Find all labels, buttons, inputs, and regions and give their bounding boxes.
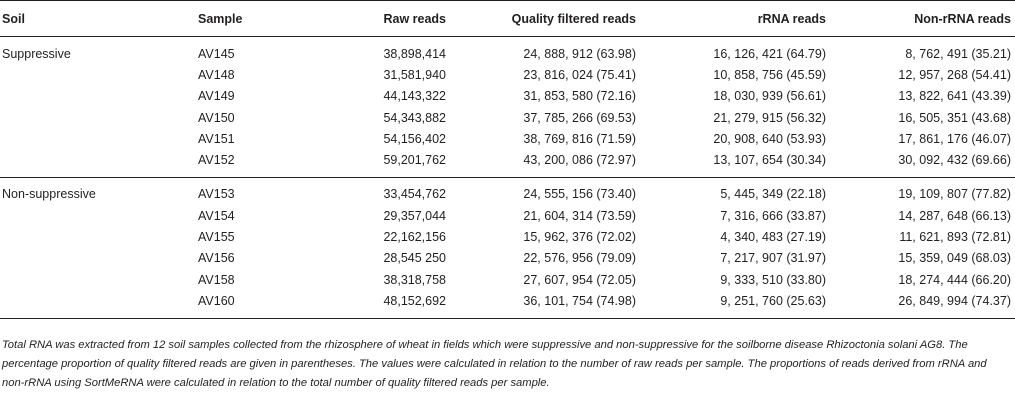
cell-soil bbox=[0, 205, 198, 226]
cell-raw-reads: 54,156,402 bbox=[383, 131, 446, 146]
header-quality-filtered-reads: Quality filtered reads bbox=[446, 1, 636, 37]
cell-rrna-reads: 16, 126, 421 (64.79) bbox=[713, 46, 826, 61]
cell-rrna-reads: 9, 333, 510 (33.80) bbox=[720, 272, 826, 287]
cell-sample: AV151 bbox=[198, 131, 235, 146]
cell-raw-reads: 31,581,940 bbox=[383, 67, 446, 82]
cell-soil bbox=[0, 269, 198, 290]
cell-sample: AV152 bbox=[198, 153, 235, 168]
cell-non-rrna-reads: 13, 822, 641 (43.39) bbox=[898, 89, 1011, 104]
cell-raw-reads: 38,318,758 bbox=[383, 272, 446, 287]
cell-raw-reads: 38,898,414 bbox=[383, 46, 446, 61]
header-row bbox=[0, 1, 1015, 37]
cell-raw-reads: 48,152,692 bbox=[308, 290, 446, 318]
cell-soil bbox=[0, 226, 198, 247]
cell-soil: Non-suppressive bbox=[0, 177, 198, 205]
table-row bbox=[0, 86, 1015, 107]
cell-raw-reads: 29,357,044 bbox=[383, 208, 446, 223]
table-row bbox=[0, 269, 1015, 290]
cell-sample: AV149 bbox=[198, 89, 235, 104]
cell-non-rrna-reads: 17, 861, 176 (46.07) bbox=[898, 131, 1011, 146]
cell-rrna-reads: 13, 107, 654 (30.34) bbox=[713, 153, 826, 168]
cell-quality-filtered-reads: 21, 604, 314 (73.59) bbox=[523, 208, 636, 223]
header-rrna-reads: rRNA reads bbox=[636, 1, 826, 37]
cell-non-rrna-reads: 18, 274, 444 (66.20) bbox=[898, 272, 1011, 287]
header-raw-reads: Raw reads bbox=[308, 1, 446, 37]
cell-rrna-reads: 7, 316, 666 (33.87) bbox=[720, 208, 826, 223]
table-row bbox=[0, 248, 1015, 269]
cell-quality-filtered-reads: 37, 785, 266 (69.53) bbox=[523, 110, 636, 125]
cell-soil bbox=[0, 86, 198, 107]
table-row bbox=[0, 226, 1015, 247]
cell-non-rrna-reads: 16, 505, 351 (43.68) bbox=[898, 110, 1011, 125]
cell-soil bbox=[0, 128, 198, 149]
cell-non-rrna-reads: 15, 359, 049 (68.03) bbox=[898, 251, 1011, 266]
table-row bbox=[0, 205, 1015, 226]
table-row bbox=[0, 177, 1015, 205]
cell-non-rrna-reads: 19, 109, 807 (77.82) bbox=[826, 177, 1015, 205]
table-row bbox=[0, 37, 1015, 65]
cell-sample: AV145 bbox=[198, 46, 235, 61]
cell-non-rrna-reads: 26, 849, 994 (74.37) bbox=[826, 290, 1015, 318]
cell-rrna-reads: 20, 908, 640 (53.93) bbox=[713, 131, 826, 146]
cell-raw-reads: 22,162,156 bbox=[383, 230, 446, 245]
cell-non-rrna-reads: 14, 287, 648 (66.13) bbox=[898, 208, 1011, 223]
cell-raw-reads: 54,343,882 bbox=[383, 110, 446, 125]
cell-quality-filtered-reads: 24, 555, 156 (73.40) bbox=[446, 177, 636, 205]
cell-sample: AV154 bbox=[198, 208, 235, 223]
cell-soil bbox=[0, 107, 198, 128]
cell-non-rrna-reads: 30, 092, 432 (69.66) bbox=[898, 153, 1011, 168]
table-footnote: Total RNA was extracted from 12 soil samples collected from the rhizosphere of wheat in fields which were suppressive and non-suppressive for the soilborne disease Rhizoctonia solani AG8. The percentage proportion of quality filtered reads are given in parentheses. The values were calculated in relation to the number of raw reads per sample. The proportions of reads derived from rRNA and non-rRNA using SortMeRNA were calculated in relation to the total number of quality filtered reads per sample. bbox=[2, 339, 987, 389]
cell-soil bbox=[0, 64, 198, 85]
cell-raw-reads: 28,545 250 bbox=[383, 251, 446, 266]
cell-soil bbox=[0, 248, 198, 269]
cell-non-rrna-reads: 12, 957, 268 (54.41) bbox=[898, 67, 1011, 82]
cell-quality-filtered-reads: 15, 962, 376 (72.02) bbox=[523, 230, 636, 245]
cell-rrna-reads: 9, 251, 760 (25.63) bbox=[636, 290, 826, 318]
cell-rrna-reads: 5, 445, 349 (22.18) bbox=[636, 177, 826, 205]
table-row bbox=[0, 290, 1015, 318]
table-row bbox=[0, 64, 1015, 85]
cell-quality-filtered-reads: 24, 888, 912 (63.98) bbox=[523, 46, 636, 61]
cell-sample: AV155 bbox=[198, 230, 235, 245]
cell-raw-reads: 59,201,762 bbox=[383, 153, 446, 168]
table-row bbox=[0, 128, 1015, 149]
cell-quality-filtered-reads: 36, 101, 754 (74.98) bbox=[446, 290, 636, 318]
table-row bbox=[0, 149, 1015, 177]
cell-quality-filtered-reads: 38, 769, 816 (71.59) bbox=[523, 131, 636, 146]
cell-rrna-reads: 7, 217, 907 (31.97) bbox=[720, 251, 826, 266]
cell-soil: Suppressive bbox=[2, 46, 71, 61]
cell-non-rrna-reads: 11, 621, 893 (72.81) bbox=[899, 230, 1011, 245]
cell-sample: AV148 bbox=[198, 67, 235, 82]
cell-raw-reads: 33,454,762 bbox=[308, 177, 446, 205]
table-row bbox=[0, 107, 1015, 128]
cell-raw-reads: 44,143,322 bbox=[383, 89, 446, 104]
cell-quality-filtered-reads: 31, 853, 580 (72.16) bbox=[523, 89, 636, 104]
header-soil: Soil bbox=[0, 1, 198, 37]
cell-rrna-reads: 21, 279, 915 (56.32) bbox=[713, 110, 826, 125]
cell-soil bbox=[0, 290, 198, 318]
cell-sample: AV150 bbox=[198, 110, 235, 125]
cell-rrna-reads: 18, 030, 939 (56.61) bbox=[713, 89, 826, 104]
cell-quality-filtered-reads: 23, 816, 024 (75.41) bbox=[523, 67, 636, 82]
cell-soil bbox=[0, 149, 198, 177]
cell-quality-filtered-reads: 27, 607, 954 (72.05) bbox=[523, 272, 636, 287]
cell-sample: AV160 bbox=[198, 290, 308, 318]
header-non-rrna-reads: Non-rRNA reads bbox=[826, 1, 1015, 37]
cell-sample: AV156 bbox=[198, 251, 235, 266]
header-sample: Sample bbox=[198, 1, 308, 37]
cell-rrna-reads: 4, 340, 483 (27.19) bbox=[720, 230, 826, 245]
cell-non-rrna-reads: 8, 762, 491 (35.21) bbox=[905, 46, 1011, 61]
cell-quality-filtered-reads: 43, 200, 086 (72.97) bbox=[523, 153, 636, 168]
cell-sample: AV153 bbox=[198, 177, 308, 205]
cell-rrna-reads: 10, 858, 756 (45.59) bbox=[713, 67, 826, 82]
table-body bbox=[0, 37, 1015, 319]
cell-quality-filtered-reads: 22, 576, 956 (79.09) bbox=[523, 251, 636, 266]
cell-sample: AV158 bbox=[198, 272, 235, 287]
